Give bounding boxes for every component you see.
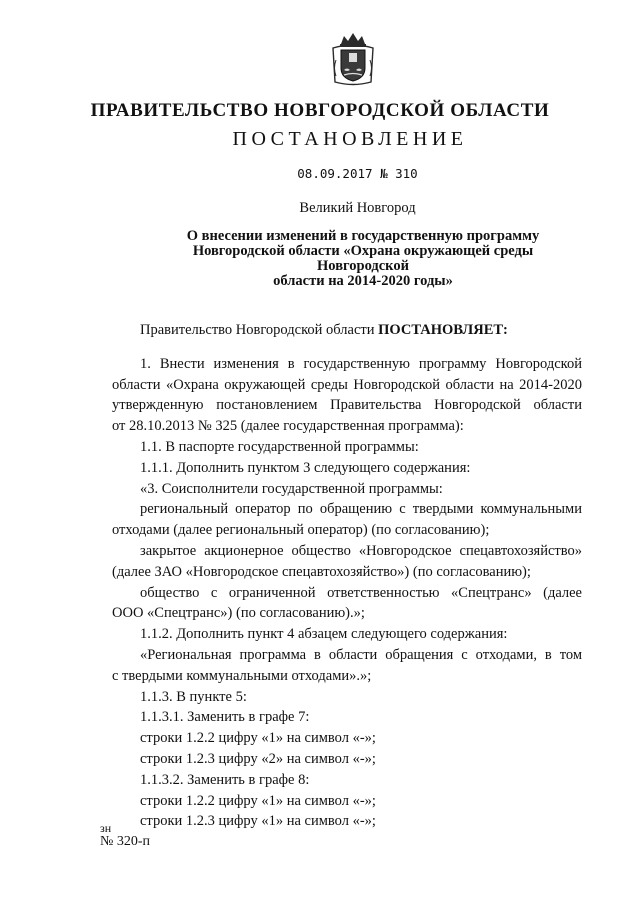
footer-initials: зн [100,821,112,835]
body-line: ООО «Спецтранс») (по согласованию).»; [112,605,365,622]
subject-line: Новгородской области «Охрана окружающей среды Новгородской [192,243,534,274]
government-name: ПРАВИТЕЛЬСТВО НОВГОРОДСКОЙ ОБЛАСТИ [90,100,550,121]
body-line: «Региональная программа в области обращения с отходами, в том [140,646,582,663]
body-line: (далее ЗАО «Новгородское спецавтохозяйство») (по согласованию); [112,563,531,580]
body-line: утвержденную постановлением Правительства Новгородской области [112,397,582,414]
body-line: строки 1.2.2 цифру «1» на символ «-»; [140,792,376,809]
body-line: 1.1.1. Дополнить пунктом 3 следующего содержания: [140,459,471,476]
body-line: 1.1.3. В пункте 5: [140,688,247,705]
body-line: региональный оператор по обращению с твердыми коммунальными [140,501,582,518]
body-line: строки 1.2.3 цифру «2» на символ «-»; [140,750,376,767]
document-subject [148,229,578,289]
body-line: 1.1.3.2. Заменить в графе 8: [140,771,310,788]
body-line: «3. Соисполнители государственной программы: [140,480,443,497]
document-type: ПОСТАНОВЛЕНИЕ [232,128,468,150]
footer-reference: № 320-п [100,834,151,849]
subject-line: О внесении изменений в государственную программу [186,228,540,244]
date-number: 08.09.2017 № 310 [297,166,418,181]
city: Великий Новгород [299,200,416,216]
body-line: 1. Внести изменения в государственную программу Новгородской [140,355,582,372]
coat-of-arms-icon [327,30,379,88]
body-line: от 28.10.2013 № 325 (далее государственная программа): [112,418,464,435]
intro-bold: ПОСТАНОВЛЯЕТ: [378,322,508,338]
body-line: с твердыми коммунальными отходами».»; [112,667,372,684]
body-line: области «Охрана окружающей среды Новгородской области на 2014-2020 [112,376,582,393]
body-line: 1.1.3.1. Заменить в графе 7: [140,709,310,726]
body-line: отходами (далее региональный оператор) (по согласованию); [112,522,490,539]
body-line: строки 1.2.2 цифру «1» на символ «-»; [140,730,376,747]
intro-line [112,320,582,341]
document-body [112,320,582,832]
body-line: 1.1.2. Дополнить пункт 4 абзацем следующего содержания: [140,626,508,643]
body-line: закрытое акционерное общество «Новгородское спецавтохозяйство» [140,542,582,559]
subject-line: области на 2014-2020 годы» [273,273,453,289]
intro-text: Правительство Новгородской области [140,322,379,338]
body-line: общество с ограниченной ответственностью «Спецтранс» (далее [140,584,582,601]
body-line: строки 1.2.3 цифру «1» на символ «-»; [140,813,376,830]
body-line: 1.1. В паспорте государственной программы: [140,438,419,455]
